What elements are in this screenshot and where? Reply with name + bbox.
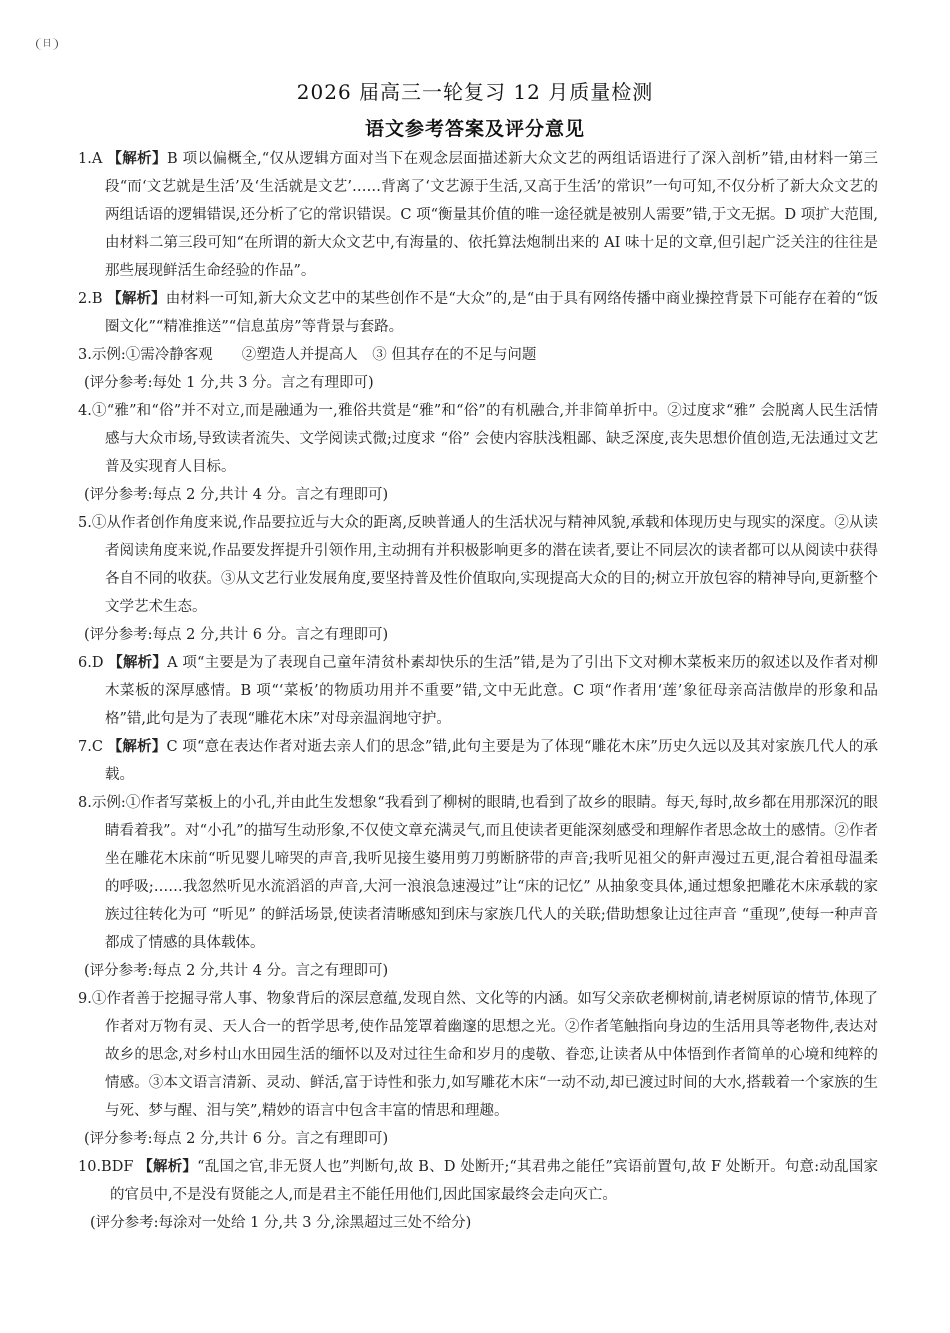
item-number: 6.D (78, 655, 104, 671)
item-text: A 项“主要是为了表现自己童年清贫朴素却快乐的生活”错,是为了引出下文对柳木菜板来历的叙述以及作者对柳木菜板的深厚感情。B 项“‘菜板’的物质功用并不重要”错,文中无此意。C 项“作者用‘莲’象征母亲高洁傲岸的形象和品格”错,此句是为了表现“雕花木床”对母亲温润地守护。 (105, 655, 879, 727)
answer-key-subtitle: 语文参考答案及评分意见 (364, 118, 585, 140)
item-text: 由材料一可知,新大众文艺中的某些创作不是“大众”的,是“由于具有网络传播中商业操控背景下可能存在着的“饭圈文化”“精准推送”“信息茧房”等背景与套路。 (105, 291, 879, 335)
item-text: 示例:①作者写菜板上的小孔,并由此生发想象“我看到了柳树的眼睛,也看到了故乡的眼睛。每天,每时,故乡都在用那深沉的眼睛看着我”。对“小孔”的描写生动形象,不仅使文章充满灵气,而且使读者更能深刻感受和理解作者思念故土的感情。②作者坐在雕花木床前“听见婴儿啼哭的声音,我听见接生婆用剪刀剪断脐带的声音;我听见祖父的鼾声漫过五更,混合着祖母温柔的呼吸;……我忽然听见水流滔滔的声音,大河一浪浪急速漫过”让“床的记忆” 从抽象变具体,通过想象把雕花木床承载的家族过往转化为可 “听见” 的鲜活场景,使读者清晰感知到床与家族几代人的关联;借助想象让过往声音 “重现”,使每一种声音都成了情感的具体载体。 (91, 795, 878, 951)
item-number: 2.B (78, 291, 103, 307)
analysis-tag: 【解析】 (138, 1158, 198, 1175)
answer-item-2 (78, 285, 878, 341)
item-number: 3. (78, 347, 92, 363)
analysis-tag: 【解析】 (107, 290, 166, 307)
answer-item-6 (78, 649, 878, 733)
analysis-tag: 【解析】 (107, 150, 167, 167)
answer-item-10 (78, 1153, 878, 1209)
scoring-note-10: (评分参考:每涂对一处给 1 分,共 3 分,涂黑超过三处不给分) (90, 1215, 472, 1231)
answer-item-8 (78, 789, 878, 957)
corner-mark: 日 (36, 38, 58, 50)
item-text: ①作者善于挖掘寻常人事、物象背后的深层意蕴,发现自然、文化等的内涵。如写父亲砍老柳树前,请老树原谅的情节,体现了作者对万物有灵、天人合一的哲学思考,使作品笼罩着幽邃的思想之光。②作者笔触指向身边的生活用具等老物件,表达对故乡的思念,对乡村山水田园生活的缅怀以及对过往生命和岁月的虔敬、眷恋,让读者从中体悟到作者简单的心境和纯粹的情感。③本文语言清新、灵动、鲜活,富于诗性和张力,如写雕花木床“一动不动,却已渡过时间的大水,搭载着一个家族的生与死、梦与醒、泪与笑”,精妙的语言中包含丰富的情思和理趣。 (91, 991, 878, 1119)
answer-item-3 (78, 341, 878, 369)
item-text: B 项以偏概全,“仅从逻辑方面对当下在观念层面描述新大众文艺的两组话语进行了深入剖析”错,由材料一第三段“而‘文艺就是生活’及‘生活就是文艺’……背离了‘文艺源于生活,又高于生活’的常识”一句可知,不仅分析了新大众文艺的两组话语的逻辑错误,还分析了它的常识错误。C 项“衡量其价值的唯一途径就是被别人需要”错,于文无据。D 项扩大范围,由材料二第三段可知“在所谓的新大众文艺中,有海量的、依托算法炮制出来的 AI 味十足的文章,但引起广泛关注的往往是那些展现鲜活生命经验的作品”。 (105, 151, 879, 279)
answer-item-4 (78, 397, 878, 481)
item-number: 1.A (78, 151, 103, 167)
answer-list (78, 145, 878, 1237)
item-number: 4. (78, 403, 92, 419)
scoring-note-9: (评分参考:每点 2 分,共计 6 分。言之有理即可) (84, 1131, 389, 1147)
answer-item-1 (78, 145, 878, 285)
item-number: 5. (78, 515, 92, 531)
scoring-note-3: (评分参考:每处 1 分,共 3 分。言之有理即可) (84, 375, 374, 391)
scoring-note-8: (评分参考:每点 2 分,共计 4 分。言之有理即可) (84, 963, 389, 979)
scoring-note-5: (评分参考:每点 2 分,共计 6 分。言之有理即可) (84, 627, 389, 643)
item-text: ①“雅”和“俗”并不对立,而是融通为一,雅俗共赏是“雅”和“俗”的有机融合,并非简单折中。②过度求“雅” 会脱离人民生活情感与大众市场,导致读者流失、文学阅读式微;过度求 “俗” 会使内容肤浅粗鄙、缺乏深度,丧失思想价值创造,无法通过文艺普及实现育人目标。 (91, 403, 878, 475)
item-text: 示例:①需冷静客观 ②塑造人并提高人 ③ 但其存在的不足与问题 (91, 347, 537, 363)
exam-title: 2026 届高三一轮复习 12 月质量检测 (296, 80, 654, 104)
item-number: 10.BDF (78, 1159, 134, 1175)
item-number: 9. (78, 991, 92, 1007)
item-text: ①从作者创作角度来说,作品要拉近与大众的距离,反映普通人的生活状况与精神风貌,承载和体现历史与现实的深度。②从读者阅读角度来说,作品要发挥提升引领作用,主动拥有并积极影响更多的潜在读者,要让不同层次的读者都可以从阅读中获得各自不同的收获。③从文艺行业发展角度,要坚持普及性价值取向,实现提高大众的目的;树立开放包容的精神导向,更新整个文学艺术生态。 (91, 515, 878, 615)
analysis-tag: 【解析】 (107, 738, 167, 755)
item-number: 8. (78, 795, 92, 811)
answer-item-9 (78, 985, 878, 1125)
analysis-tag: 【解析】 (108, 654, 168, 671)
item-text: C 项“意在表达作者对逝去亲人们的思念”错,此句主要是为了体现“雕花木床”历史久远以及其对家族几代人的承载。 (105, 739, 879, 783)
item-text: “乱国之官,非无贤人也”判断句,故 B、D 处断开;“其君弗之能任”宾语前置句,故 F 处断开。句意:动乱国家的官员中,不是没有贤能之人,而是君主不能任用他们,因此国家最终会走向灭亡。 (110, 1159, 879, 1203)
scoring-note-4: (评分参考:每点 2 分,共计 4 分。言之有理即可) (84, 487, 389, 503)
item-number: 7.C (78, 739, 103, 755)
answer-item-7 (78, 733, 878, 789)
answer-item-5 (78, 509, 878, 621)
